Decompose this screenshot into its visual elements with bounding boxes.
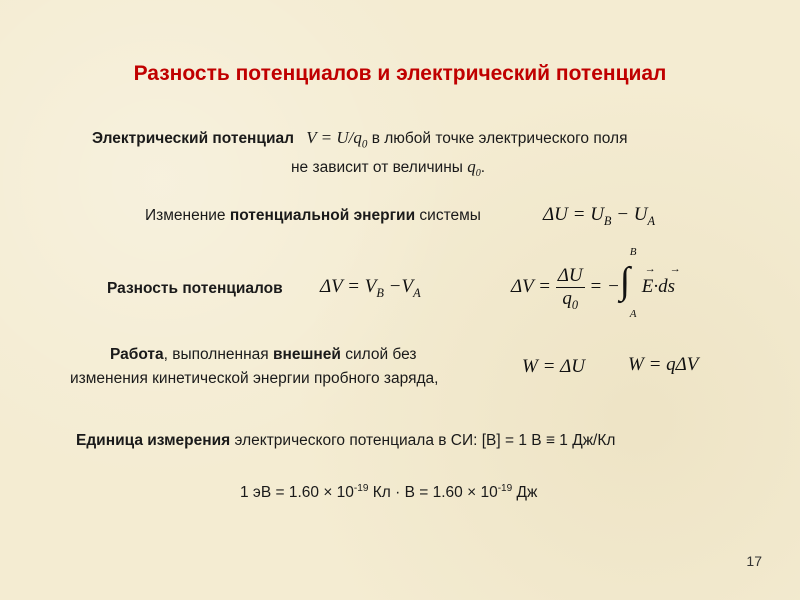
potential-definition-line2: [291, 157, 486, 180]
integral-lhs: ΔV =: [511, 276, 556, 297]
ev-part1: 1 эВ = 1.60 × 10: [240, 484, 354, 501]
ev-exp1: -19: [353, 482, 369, 494]
integrand-text: E·ds: [641, 276, 676, 297]
potential-text: в любой точке электрического поля: [371, 130, 628, 147]
work-bold2: внешней: [272, 346, 341, 363]
energy-formula-sub-b: B: [603, 213, 612, 228]
fraction-den-sub: 0: [571, 297, 579, 312]
ev-part3: Дж: [512, 484, 538, 501]
work-text2: силой без: [340, 346, 417, 363]
page-number: 17: [746, 553, 762, 569]
pd-formula-minus: −V: [383, 276, 414, 297]
work-formula1: W = ΔU: [522, 356, 586, 377]
unit-line: [76, 432, 615, 450]
integral-sign-wrap: [619, 246, 637, 320]
formula-u: U: [336, 128, 349, 147]
formula-v: V: [306, 128, 317, 147]
energy-change-suffix: системы: [415, 207, 481, 224]
ev-line: [240, 484, 537, 502]
integral-upper-limit: B: [629, 246, 637, 258]
formula-eq: =: [316, 128, 337, 147]
potential-formula: [306, 128, 368, 151]
ev-exp2: -19: [497, 482, 513, 494]
unit-bold: Единица измерения: [76, 432, 231, 449]
fraction-numerator: ΔU: [557, 264, 583, 286]
vector-arrow-e-icon: →: [644, 263, 656, 275]
potential-definition-line1: [92, 128, 628, 151]
work-line2: изменения кинетической энергии пробного заряда,: [70, 370, 439, 387]
integral-fraction: [556, 265, 585, 310]
vector-arrow-s-icon: →: [669, 263, 681, 275]
formula-q: q: [353, 128, 362, 147]
integral-sign: ∫: [619, 260, 631, 302]
integral-eq: = −: [584, 276, 620, 297]
energy-formula-main: ΔU = U: [543, 204, 604, 225]
energy-change-prefix: Изменение: [145, 207, 230, 224]
integral-formula: [511, 246, 681, 322]
fraction-denominator: [556, 288, 585, 310]
potential-difference-label: Разность потенциалов: [107, 280, 283, 297]
unit-text: электрического потенциала в СИ: [В] = 1 В ≡ 1 Дж/Кл: [230, 432, 616, 449]
potential-label: Электрический потенциал: [92, 130, 294, 147]
slide-title: Разность потенциалов и электрический потенциал: [133, 62, 667, 85]
energy-change-line: [145, 207, 481, 225]
pd-formula-sub-b: B: [376, 285, 384, 300]
work-text1: , выполненная: [163, 346, 273, 363]
energy-change-bold: потенциальной энергии: [229, 207, 416, 224]
fraction-den-q: q: [562, 287, 572, 309]
energy-change-formula: [543, 204, 655, 226]
energy-formula-minus: − U: [611, 204, 648, 225]
ev-part2: Кл · В = 1.60 × 10: [368, 484, 498, 501]
work-formula2: W = qΔV: [628, 354, 699, 375]
potential-line2-q: q: [467, 157, 476, 176]
energy-formula-sub-a: A: [647, 213, 656, 228]
work-line1: [110, 346, 417, 364]
pd-formula-main: ΔV = V: [320, 276, 377, 297]
potential-line2-sub: 0: [475, 168, 481, 180]
potential-line2-text: не зависит от величины: [291, 159, 468, 176]
work-bold1: Работа: [110, 346, 164, 363]
pd-formula-sub-a: A: [413, 285, 421, 300]
potential-line2-end: .: [480, 159, 486, 176]
formula-q-sub: 0: [361, 138, 368, 151]
potential-difference-formula: [320, 276, 421, 298]
formula-slash: /: [348, 128, 354, 147]
integrand: [641, 263, 681, 298]
integral-lower-limit: A: [629, 308, 637, 320]
